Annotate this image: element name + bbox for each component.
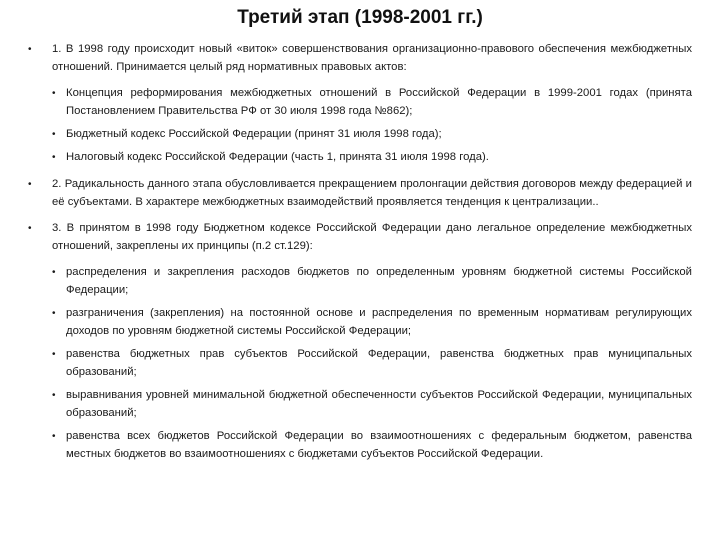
bullet-icon: • xyxy=(28,44,32,55)
sub-list-item-text: распределения и закрепления расходов бюджетов по определенным уровням бюджетной системы Российской Федерации; xyxy=(66,266,692,296)
sub-list-item xyxy=(0,427,720,463)
bullet-icon: • xyxy=(52,152,56,163)
sub-list-item-text: выравнивания уровней минимальной бюджетной обеспеченности субъектов Российской Федерации, муниципальных образований; xyxy=(66,389,692,419)
sub-list-item xyxy=(0,125,720,143)
bullet-icon: • xyxy=(52,308,56,319)
bullet-icon: • xyxy=(52,349,56,360)
bullet-icon: • xyxy=(28,179,32,190)
bullet-icon: • xyxy=(52,129,56,140)
sub-list-item xyxy=(0,345,720,381)
bullet-icon: • xyxy=(52,431,56,442)
list-item-text: 1. В 1998 году происходит новый «виток» совершенствования организационно-правового обеспечения межбюджетных отношений. Принимается целый ряд нормативных правовых актов: xyxy=(52,43,692,73)
list-item-2 xyxy=(0,175,720,211)
page-title: Третий этап (1998-2001 гг.) xyxy=(237,7,483,28)
sub-list-item xyxy=(0,386,720,422)
sub-list-item-text: Концепция реформирования межбюджетных отношений в Российской Федерации в 1999-2001 годах (принята Постановлением Правительства РФ от 30 июля 1998 года №862); xyxy=(66,87,692,117)
sub-list-item-text: равенства бюджетных прав субъектов Российской Федерации, равенства бюджетных прав муниципальных образований; xyxy=(66,348,692,378)
sub-list-item xyxy=(0,263,720,299)
sub-list-item-text: равенства всех бюджетов Российской Федерации во взаимоотношениях с федеральным бюджетом, равенства местных бюджетов во взаимоотношениях с бюджетами субъектов Российской Федерации. xyxy=(66,430,692,460)
bullet-icon: • xyxy=(28,223,32,234)
slide-content xyxy=(0,40,720,468)
bullet-icon: • xyxy=(52,390,56,401)
bullet-icon: • xyxy=(52,88,56,99)
sub-list-item xyxy=(0,148,720,166)
list-item-3 xyxy=(0,219,720,255)
list-item-text: 3. В принятом в 1998 году Бюджетном кодексе Российской Федерации дано легальное определение межбюджетных отношений, закреплены их принципы (п.2 ст.129): xyxy=(52,222,692,252)
sub-list-item-text: Налоговый кодекс Российской Федерации (часть 1, принята 31 июля 1998 года). xyxy=(66,151,489,163)
list-item-text: 2. Радикальность данного этапа обусловливается прекращением пролонгации действия договоров между федерацией и её субъектами. В характере межбюджетных взаимодействий проявляется тенденция к централизации.. xyxy=(52,178,692,208)
sub-list-item xyxy=(0,84,720,120)
sub-list-item-text: разграничения (закрепления) на постоянной основе и распределения по временным нормативам регулирующих доходов по уровням бюджетной системы Российской Федерации; xyxy=(66,307,692,337)
list-item-1 xyxy=(0,40,720,76)
sub-list-item-text: Бюджетный кодекс Российской Федерации (принят 31 июля 1998 года); xyxy=(66,128,442,140)
bullet-icon: • xyxy=(52,267,56,278)
sub-list-item xyxy=(0,304,720,340)
